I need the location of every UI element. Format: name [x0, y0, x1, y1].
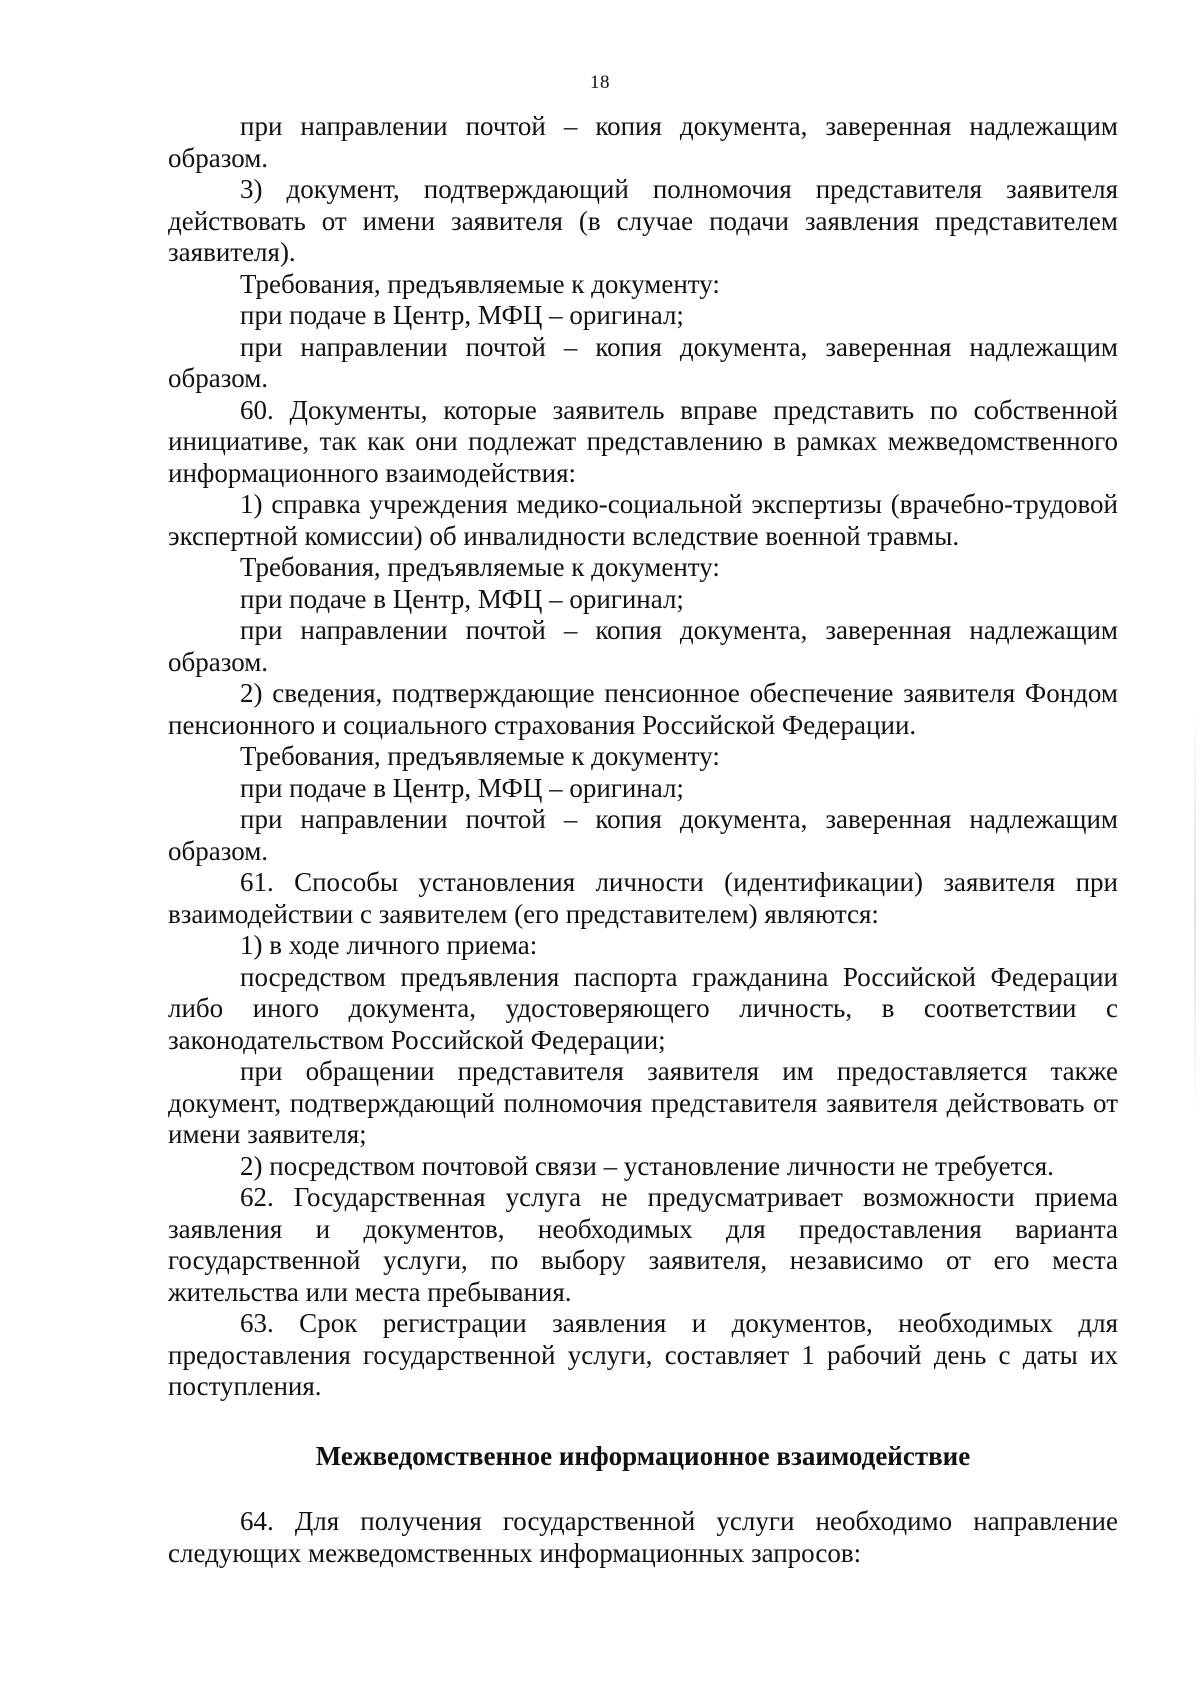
- paragraph-mail-copy: при направлении почтой – копия документа, заверенная надлежащим образом.: [168, 804, 1118, 866]
- paragraph-mail-copy: при направлении почтой – копия документа, заверенная надлежащим образом.: [168, 331, 1118, 393]
- paragraph-requirements: Требования, предъявляемые к документу:: [240, 268, 720, 299]
- paragraph-submit-original: при подаче в Центр, МФЦ – оригинал;: [240, 772, 684, 803]
- document-body: [168, 111, 1118, 1569]
- paragraph-item-61: 61. Способы установления личности (идентификации) заявителя при взаимодействии с заявителем (его представителем) являются:: [168, 867, 1118, 929]
- paragraph-item-63: 63. Срок регистрации заявления и документов, необходимых для предоставления государственной услуги, составляет 1 рабочий день с даты их поступления.: [168, 1308, 1118, 1401]
- page-number: 18: [590, 72, 610, 93]
- paragraph-mail-copy-continued: при направлении почтой – копия документа, заверенная надлежащим образом.: [168, 111, 1118, 173]
- paragraph-postal-identification: 2) посредством почтовой связи – установление личности не требуется.: [240, 1150, 1054, 1181]
- paragraph-personal-reception: 1) в ходе личного приема:: [240, 930, 538, 960]
- paragraph-mse-certificate: 1) справка учреждения медико-социальной экспертизы (врачебно-трудовой экспертной комиссии) об инвалидности вследствие военной травмы.: [168, 489, 1118, 551]
- paragraph-representative-authority: 3) документ, подтверждающий полномочия представителя заявителя действовать от имени заявителя (в случае подачи заявления представителем заявителя).: [168, 174, 1118, 267]
- scan-edge-mark: [1194, 700, 1196, 1120]
- paragraph-item-62: 62. Государственная услуга не предусматривает возможности приема заявления и документов, необходимых для предоставления варианта государственной услуги, по выбору заявителя, независимо от его места жительства или места пребывания.: [168, 1182, 1118, 1307]
- paragraph-requirements: Требования, предъявляемые к документу:: [240, 552, 720, 582]
- paragraph-representative-document: при обращении представителя заявителя им предоставляется также документ, подтверждающий полномочия представителя заявителя действовать от имени заявителя;: [168, 1056, 1118, 1149]
- section-heading: Межведомственное информационное взаимодействие: [315, 1440, 971, 1471]
- paragraph-submit-original: при подаче в Центр, МФЦ – оригинал;: [240, 300, 684, 330]
- paragraph-submit-original: при подаче в Центр, МФЦ – оригинал;: [240, 583, 684, 614]
- paragraph-pension-info: 2) сведения, подтверждающие пенсионное обеспечение заявителя Фондом пенсионного и социального страхования Российской Федерации.: [168, 678, 1118, 740]
- paragraph-item-60: 60. Документы, которые заявитель вправе представить по собственной инициативе, так как они подлежат представлению в рамках межведомственного информационного взаимодействия:: [168, 394, 1118, 488]
- paragraph-mail-copy: при направлении почтой – копия документа, заверенная надлежащим образом.: [168, 615, 1118, 677]
- paragraph-item-64: 64. Для получения государственной услуги необходимо направление следующих межведомственных информационных запросов:: [168, 1506, 1118, 1568]
- paragraph-passport: посредством предъявления паспорта гражданина Российской Федерации либо иного документа, удостоверяющего личность, в соответствии с законодательством Российской Федерации;: [168, 961, 1118, 1055]
- paragraph-requirements: Требования, предъявляемые к документу:: [240, 741, 720, 771]
